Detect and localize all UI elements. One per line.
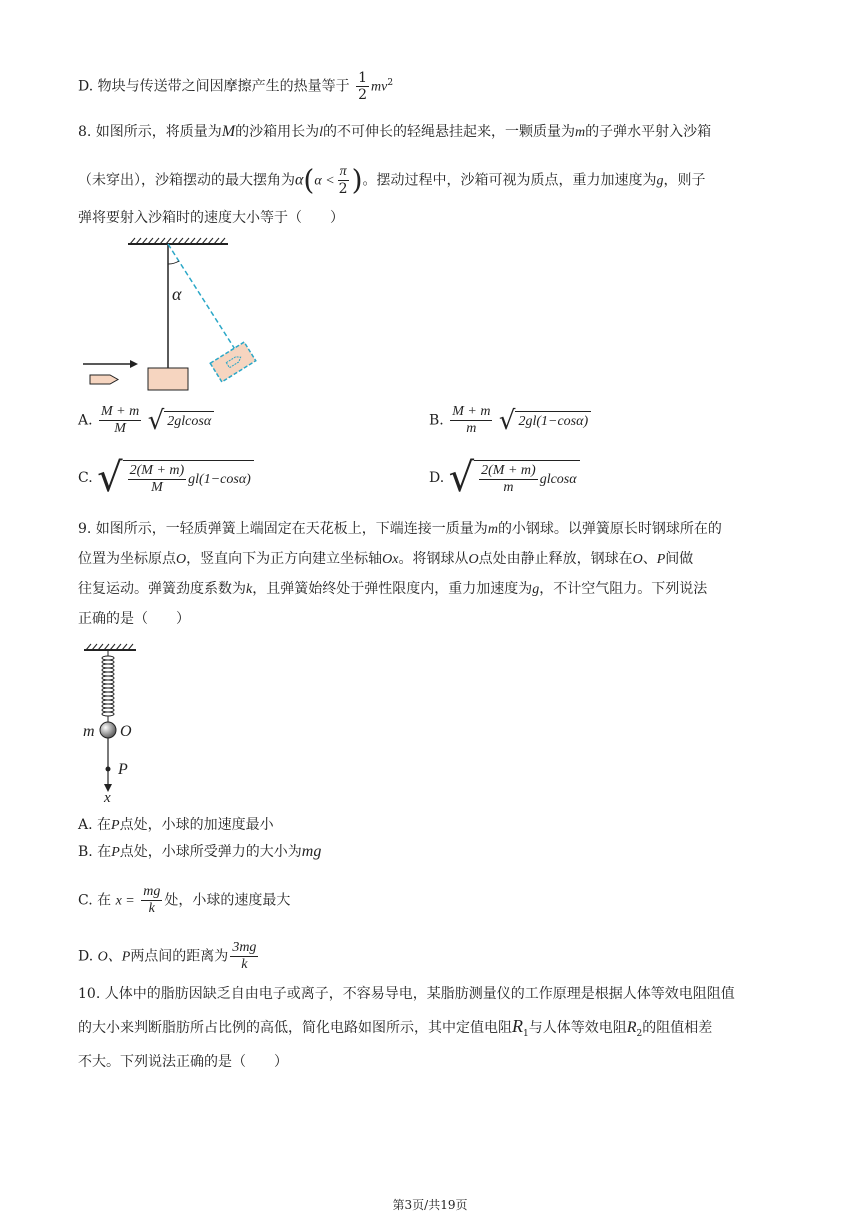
q8c-tail: gl(1−cosα) — [188, 471, 251, 487]
q10-t2: 的大小来判断脂肪所占比例的高低，简化电路如图所示，其中定值电阻 — [78, 1020, 512, 1036]
q9-line-2 — [78, 549, 693, 570]
q9d-num: 3mg — [232, 940, 257, 955]
q8-sandbox-swung — [210, 342, 256, 382]
q9b-t2: 点处，小球所受弹力的大小为 — [119, 844, 302, 860]
q9-option-a — [78, 815, 274, 836]
q9-Ox: Ox — [382, 552, 399, 567]
q9-O: O — [176, 552, 187, 567]
q8-bullet — [90, 375, 118, 384]
q10-line-3 — [78, 1052, 288, 1072]
q9c-num: mg — [143, 884, 161, 899]
q9-t12: 正确的是（ ） — [78, 611, 190, 627]
q9-option-b — [78, 842, 321, 863]
q8-line-3 — [78, 208, 344, 228]
q9-t10: ，且弹簧始终处于弹性限度内，重力加速度为 — [252, 581, 533, 597]
q9-g: g — [532, 582, 540, 597]
q8c-den: M — [151, 480, 163, 495]
q9-t7: 、 — [642, 551, 657, 567]
q8a-num: M + m — [101, 404, 140, 419]
q9b-mg: mg — [301, 843, 322, 860]
q8b-frac — [450, 404, 492, 437]
q8-t1: 8. 如图所示，将质量为 — [78, 124, 222, 140]
q8-pi: π — [339, 164, 347, 179]
q9d-t2: 两点间的距离为 — [130, 948, 229, 965]
q9c-t2: 处，小球的速度最大 — [164, 892, 291, 909]
q8-sandbox — [148, 368, 188, 390]
q10-R1: R — [512, 1016, 523, 1036]
q9-t8: 间做 — [665, 551, 694, 567]
q9-spring-figure — [78, 640, 148, 805]
q8-t8: 弹将要射入沙箱时的速度大小等于（ ） — [78, 210, 344, 226]
page-footer: 第3页/共19页 — [392, 1198, 468, 1212]
q9-O3: O — [632, 552, 643, 567]
q8b-label: B. — [429, 412, 444, 429]
q9a-P: P — [111, 818, 120, 833]
q8-pendulum-figure — [78, 236, 278, 396]
q8d-num: 2(M + m) — [481, 463, 536, 478]
q8b-num: M + m — [452, 404, 491, 419]
q9-fig-p: P — [118, 761, 128, 778]
q8c-num: 2(M + m) — [129, 463, 185, 478]
q8-option-c — [78, 455, 254, 501]
q8-fig-alpha: α — [172, 284, 182, 304]
q8d-den: m — [503, 480, 514, 495]
q9-spring — [102, 650, 114, 722]
q9c-den: k — [148, 901, 155, 916]
q9-option-d — [78, 940, 260, 973]
q10-R1-sub: 1 — [523, 1028, 529, 1039]
q9-line-4 — [78, 609, 190, 629]
q8a-sqrt: √ 2glcosα — [148, 408, 214, 434]
q8-t7: ，则子 — [663, 172, 706, 189]
q9-P: P — [656, 552, 666, 567]
q8-alpha: α — [295, 171, 304, 189]
q7d-mv: mv — [371, 79, 388, 95]
q8c-sqrt: √ $\frac{2(M + m)}{M}$ gl(1−cosα) — [97, 458, 254, 498]
q9d-op: O、P — [97, 949, 131, 965]
q8-g: g — [656, 173, 664, 189]
q9-t6: 点处由静止释放，钢球在 — [478, 551, 633, 567]
q10-R2-sub: 2 — [636, 1028, 643, 1039]
q8-t2: 的沙箱用长为 — [235, 124, 320, 140]
q9a-t2: 点处，小球的加速度最小 — [119, 817, 274, 833]
q8b-rad: 2gl(1−cosα) — [515, 411, 591, 430]
q8-option-b — [429, 404, 591, 437]
q8d-sqrt: √ $\frac{2(M + m)}{m}$ glcosα — [449, 458, 580, 498]
q9b-P: P — [111, 845, 120, 860]
q8b-den: m — [466, 421, 477, 436]
q8-lt: α < — [314, 173, 335, 189]
q8-t4: 的子弹水平射入沙箱 — [585, 124, 712, 140]
q9c-frac — [141, 884, 162, 917]
q8-option-d — [429, 455, 580, 501]
q10-t1: 10. 人体中的脂肪因缺乏自由电子或离子，不容易导电，某脂肪测量仪的工作原理是根据人体等效电阻阻值 — [78, 986, 735, 1002]
q10-t3: 与人体等效电阻 — [528, 1020, 627, 1036]
q7d-den: 2 — [358, 87, 367, 103]
q7d-sup: 2 — [387, 77, 394, 88]
q8-pi-frac — [337, 164, 350, 197]
q9d-den: k — [241, 957, 248, 972]
q9-ball — [100, 722, 116, 738]
q10-t5: 不大。下列说法正确的是（ ） — [78, 1054, 288, 1070]
q9-t4: ，竖直向下为正方向建立坐标轴 — [186, 551, 383, 567]
q7-option-d — [78, 70, 393, 103]
q8a-label: A. — [78, 412, 93, 429]
q8a-den: M — [114, 421, 126, 436]
q8-line-1 — [78, 122, 711, 143]
q9-line-1 — [78, 519, 722, 540]
q9-m: m — [487, 522, 498, 537]
q8a-rad: 2glcosα — [164, 411, 214, 430]
q9a-t1: A. 在 — [78, 817, 112, 833]
q8-t6: 。摆动过程中，沙箱可视为质点，重力加速度为 — [362, 172, 657, 189]
q7d-num: 1 — [358, 70, 367, 86]
q9-t2: 的小钢球。以弹簧原长时钢球所在的 — [497, 521, 722, 537]
q8a-frac — [99, 404, 141, 437]
q9c-x: x = — [115, 893, 135, 909]
q9c-t1: C. 在 — [78, 892, 112, 909]
q9-t11: ，不计空气阻力。下列说法 — [539, 581, 708, 597]
q10-R2: R — [626, 1019, 637, 1036]
q10-line-1 — [78, 984, 735, 1004]
q9d-t1: D. — [78, 948, 94, 965]
q9-t5: 。将钢球从 — [398, 551, 469, 567]
q9-O2: O — [468, 552, 479, 567]
q9-fig-m: m — [83, 723, 95, 740]
q9-t3: 位置为坐标原点 — [78, 551, 176, 567]
q8d-label: D. — [429, 470, 445, 486]
q8-line-2: （未穿出），沙箱摆动的最大摆角为α(α < $\frac{\pi}{2}$ )。摆动过程中，沙箱可视为质点，重力加速度为g，则子 — [78, 163, 706, 197]
q9-k: k — [246, 582, 253, 597]
q9-point-p — [106, 767, 111, 772]
q9-line-3 — [78, 579, 707, 600]
q7d-fraction — [356, 70, 369, 103]
q8-l: l — [319, 125, 324, 140]
q9b-t1: B. 在 — [78, 844, 112, 860]
q8-m: m — [575, 125, 586, 140]
q10-t4: 的阻值相差 — [642, 1020, 713, 1036]
q8c-label: C. — [78, 470, 93, 486]
q9-t9: 往复运动。弹簧劲度系数为 — [78, 581, 246, 597]
q8d-tail: glcosα — [539, 471, 577, 487]
q8-two: 2 — [338, 181, 348, 197]
q8-t3: 的不可伸长的轻绳悬挂起来，一颗质量为 — [323, 124, 576, 140]
q9-option-c — [78, 884, 290, 917]
q9d-frac — [230, 940, 258, 973]
q8-t5: （未穿出），沙箱摆动的最大摆角为 — [78, 172, 295, 189]
q7d-text: D. 物块与传送带之间因摩擦产生的热量等于 — [78, 78, 350, 95]
q10-line-2 — [78, 1016, 712, 1044]
q8-M: M — [221, 123, 236, 140]
q8b-sqrt: √ 2gl(1−cosα) — [499, 408, 591, 434]
q9-t1: 9. 如图所示，一轻质弹簧上端固定在天花板上，下端连接一质量为 — [78, 521, 488, 537]
q9-fig-x: x — [104, 790, 111, 805]
q9-fig-o: O — [120, 723, 132, 740]
q8-option-a — [78, 404, 214, 437]
